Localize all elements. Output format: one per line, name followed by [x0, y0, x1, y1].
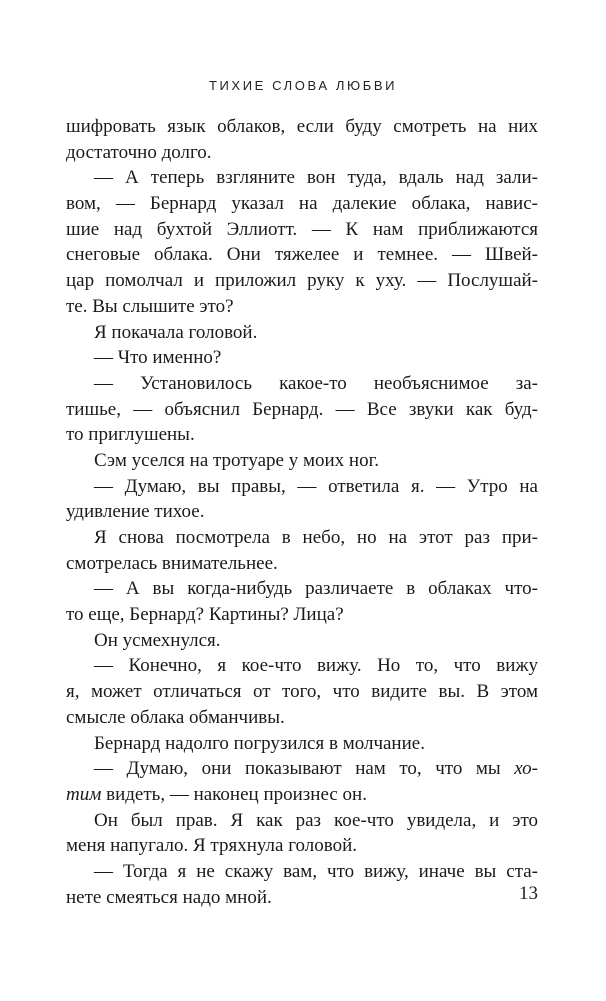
text-line: Бернард надолго погрузился в молчание. — [94, 732, 425, 754]
line-text: видеть, — наконец произнес он. — [106, 783, 367, 805]
text-line: вом, — Бернард указал на далекие облака, навис- — [66, 193, 538, 215]
text-line: то еще, Бернард? Картины? Лица? — [66, 604, 344, 626]
line-text: — Думаю, они показывают нам то, что мы — [94, 758, 501, 780]
text-line: удивление тихое. — [66, 501, 205, 523]
text-line: смысле облака обманчивы. — [66, 706, 285, 728]
text-line: я, может отличаться от того, что видите вы. В этом — [66, 681, 538, 703]
text-line: — Установилось какое-то необъяснимое за- — [94, 372, 538, 394]
text-line: — Конечно, я кое-что вижу. Но то, что вижу — [94, 655, 538, 677]
text-line: Сэм уселся на тротуаре у моих ног. — [94, 449, 379, 471]
text-line: смотрелась внимательнее. — [66, 552, 278, 574]
text-line: нете смеяться надо мной. — [66, 886, 272, 908]
text-line: шие над бухтой Эллиотт. — К нам приближаются — [66, 218, 538, 240]
emphasis-text: хо- — [514, 758, 539, 780]
page-number: 13 — [519, 883, 538, 904]
text-line — [66, 782, 538, 808]
text-line — [66, 756, 538, 782]
text-line: те. Вы слышите это? — [66, 295, 234, 317]
text-line: — А вы когда-нибудь различаете в облаках что- — [94, 578, 538, 600]
text-line: то приглушены. — [66, 424, 195, 446]
text-line: — Что именно? — [94, 347, 222, 369]
text-line: цар помолчал и приложил руку к уху. — Послушай- — [66, 270, 538, 292]
text-line: Он усмехнулся. — [94, 629, 221, 651]
body-text — [66, 114, 538, 910]
text-line: Я снова посмотрела в небо, но на этот раз при- — [94, 527, 538, 548]
text-line: — Думаю, вы правы, — ответила я. — Утро на — [94, 475, 538, 497]
text-line: снеговые облака. Они тяжелее и темнее. — Швей- — [66, 244, 538, 266]
text-line: Он был прав. Я как раз кое-что увидела, и это — [94, 809, 538, 831]
text-line: достаточно долго. — [66, 141, 212, 163]
text-line: меня напугало. Я тряхнула головой. — [66, 835, 358, 857]
text-line: шифровать язык облаков, если буду смотреть на них — [66, 116, 538, 137]
text-line: — Тогда я не скажу вам, что вижу, иначе вы ста- — [94, 860, 538, 882]
text-line: — А теперь взгляните вон туда, вдаль над зали- — [94, 167, 538, 189]
text-line: Я покачала головой. — [94, 321, 258, 343]
running-head: ТИХИЕ СЛОВА ЛЮБВИ — [208, 78, 398, 93]
emphasis-text: тим — [66, 783, 102, 805]
text-line: тишье, — объяснил Бернард. — Все звуки как буд- — [66, 398, 538, 420]
